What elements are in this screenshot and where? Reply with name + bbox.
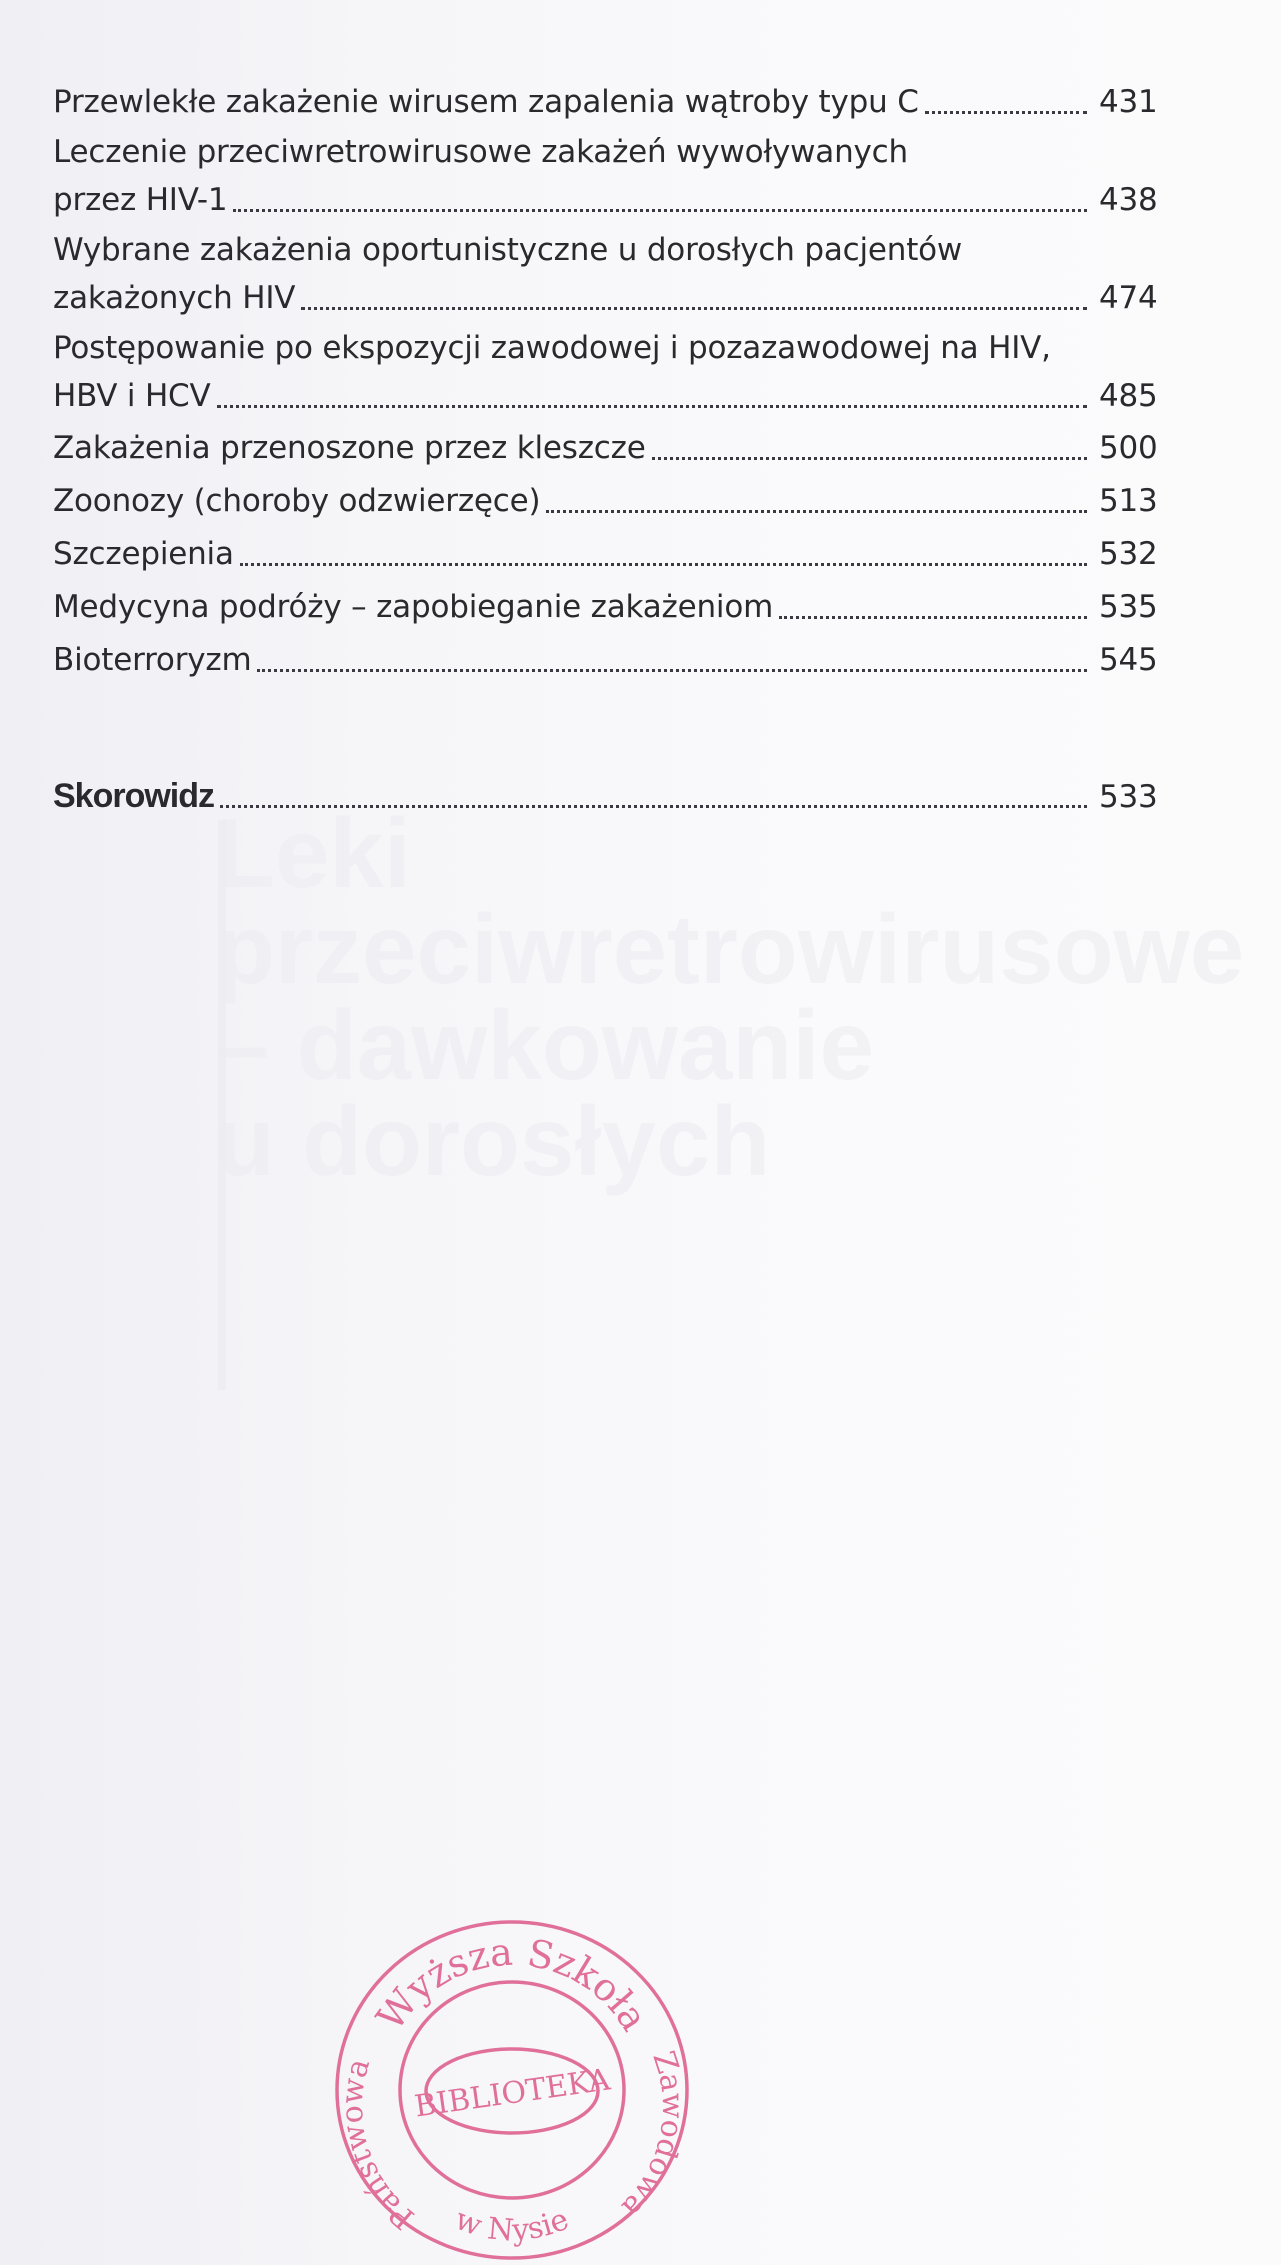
stamp-arc-right: Zawodowa	[614, 2047, 691, 2225]
toc-page-number: 535	[1099, 589, 1158, 625]
toc-entry	[53, 324, 1158, 420]
toc-entry-title-line: przez HIV-1	[53, 182, 228, 218]
toc-page-number: 474	[1099, 280, 1158, 316]
ghost-line-3: – dawkowanie	[215, 990, 875, 1100]
toc-entry	[53, 636, 1158, 684]
dot-leader	[301, 307, 1087, 310]
toc-index-entry	[53, 772, 1158, 820]
toc-entry-title: Zoonozy (choroby odzwierzęce)	[53, 483, 541, 519]
toc-entry	[53, 530, 1158, 578]
stamp-center-text: BIBLIOTEKA	[412, 2062, 613, 2125]
toc-entry	[53, 424, 1158, 472]
dot-leader	[546, 510, 1087, 513]
toc-page-number: 533	[1099, 779, 1158, 815]
toc-entry-title: Zakażenia przenoszone przez kleszcze	[53, 430, 646, 466]
toc-page-number: 431	[1099, 84, 1158, 120]
dot-leader	[652, 457, 1087, 460]
stamp-arc-bottom: w Nysie	[450, 2201, 574, 2249]
toc-entry	[53, 226, 1158, 322]
toc-page-number: 545	[1099, 642, 1158, 678]
toc-entry-title-line: Wybrane zakażenia oportunistyczne u dorosłych pacjentów	[53, 232, 963, 268]
ghost-line-4: u dorosłych	[215, 1086, 771, 1196]
toc-entry	[53, 583, 1158, 631]
toc-entry-title: Przewlekłe zakażenie wirusem zapalenia wątroby typu C	[53, 84, 919, 120]
library-stamp	[322, 1905, 702, 2265]
show-through-text	[215, 798, 1245, 1196]
stamp-arc-left: Państwowa	[334, 2054, 422, 2236]
ghost-line-2: przeciwretrowirusowe	[215, 894, 1245, 1004]
ghost-line-1: Leki	[215, 798, 412, 908]
toc-page-number: 500	[1099, 430, 1158, 466]
dot-leader	[257, 669, 1087, 672]
toc-entry-title-line: Leczenie przeciwretrowirusowe zakażeń wywoływanych	[53, 134, 908, 170]
toc-entry-title: Medycyna podróży – zapobieganie zakażeniom	[53, 589, 774, 625]
toc-entry-title-line: Postępowanie po ekspozycji zawodowej i pozazawodowej na HIV,	[53, 330, 1051, 366]
toc-page-number: 485	[1099, 378, 1158, 414]
toc-entry	[53, 128, 1158, 224]
index-heading: Skorowidz	[53, 777, 215, 815]
toc-entry	[53, 477, 1158, 525]
dot-leader	[220, 805, 1087, 808]
toc-page-number: 438	[1099, 182, 1158, 218]
toc-page-number: 513	[1099, 483, 1158, 519]
stamp-arc-top: Wyższa Szkoła	[367, 1929, 657, 2039]
toc-entry-title: Szczepienia	[53, 536, 234, 572]
toc-page-number: 532	[1099, 536, 1158, 572]
dot-leader	[925, 111, 1087, 114]
dot-leader	[233, 209, 1087, 212]
dot-leader	[240, 563, 1087, 566]
toc-entry-title-line: HBV i HCV	[53, 378, 211, 414]
toc-entry-title: Bioterroryzm	[53, 642, 252, 678]
toc-entry	[53, 78, 1158, 126]
dot-leader	[217, 405, 1087, 408]
toc-entry-title-line: zakażonych HIV	[53, 280, 296, 316]
dot-leader	[779, 616, 1087, 619]
